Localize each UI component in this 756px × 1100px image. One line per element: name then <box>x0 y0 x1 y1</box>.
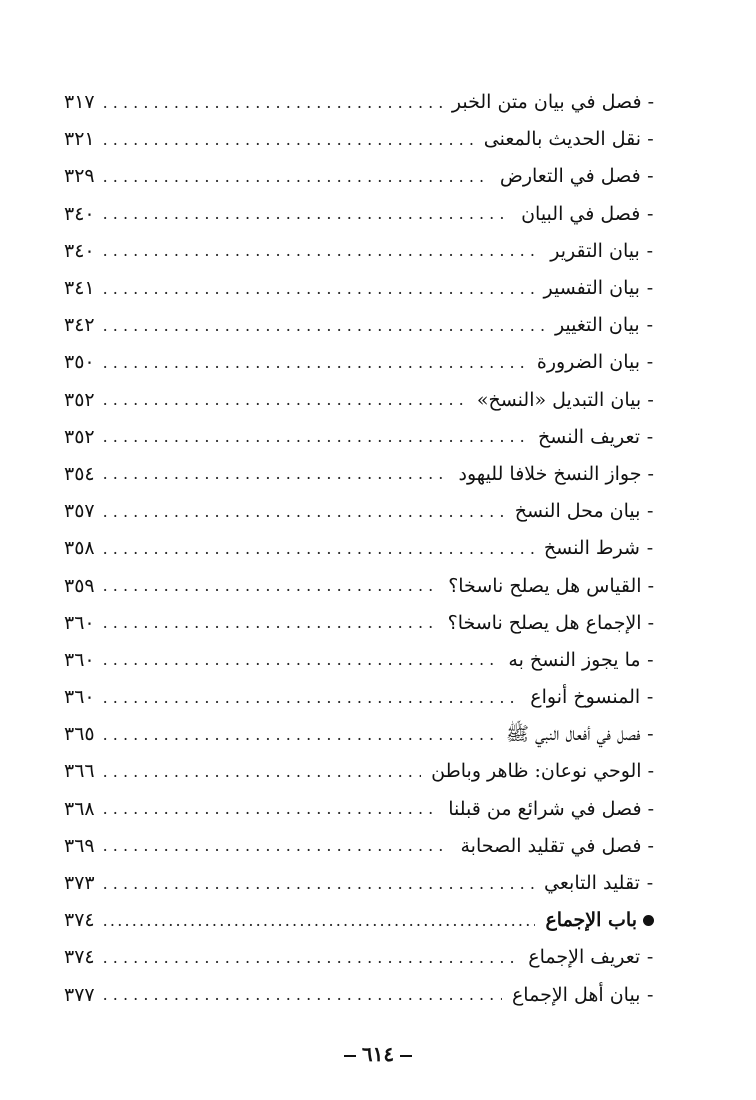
toc-entry-page: ٣٢١ <box>64 128 95 151</box>
toc-entry-page: ٣٥٠ <box>64 351 95 374</box>
bullet-dot-icon <box>643 915 654 926</box>
bullet-dash <box>646 874 654 893</box>
dot-leader <box>103 95 442 111</box>
toc-entry <box>64 344 654 381</box>
toc-entry-title: شرط النسخ <box>543 537 640 560</box>
page-number-dash <box>344 1055 356 1057</box>
dot-leader <box>103 132 474 148</box>
bullet-dash <box>646 948 654 967</box>
dot-leader <box>103 987 502 1003</box>
dot-leader <box>103 392 467 408</box>
toc-entry <box>64 902 654 939</box>
bullet-dash <box>647 167 654 186</box>
toc-entry-title: بيان التبديل «النسخ» <box>476 388 642 411</box>
toc-entry-title: تقليد التابعي <box>544 872 640 895</box>
dot-leader <box>103 690 521 706</box>
toc-entry-title: تعريف النسخ <box>538 425 640 448</box>
dot-leader <box>103 169 490 185</box>
toc-entry <box>64 493 654 530</box>
toc-entry-page: ٣٥٢ <box>64 388 95 411</box>
toc-entry <box>64 716 654 753</box>
bullet-dash <box>647 391 654 410</box>
toc-entry-page: ٣٦٠ <box>64 648 95 671</box>
toc-entry-title: فصل في البيان <box>521 202 641 225</box>
bullet-dash <box>646 688 654 707</box>
toc-entry-page: ٣٥٧ <box>64 500 95 523</box>
bullet-dash <box>646 502 654 521</box>
toc-entry-title: المنسوخ أنواع <box>530 686 641 709</box>
toc-entry <box>64 382 654 419</box>
toc-entry-title: فصل في التعارض <box>499 165 641 188</box>
toc-entry-page: ٣٤١ <box>64 277 95 300</box>
bullet-dash <box>647 725 654 744</box>
toc-entry-title: بيان التقرير <box>550 239 640 262</box>
page-number-dash <box>400 1055 412 1057</box>
toc-entry <box>64 828 654 865</box>
toc-entry-title: الوحي نوعان: ظاهر وباطن <box>431 760 642 783</box>
toc-entry <box>64 791 654 828</box>
toc-entry-page: ٣٥٨ <box>64 537 95 560</box>
toc-entry <box>64 530 654 567</box>
dot-leader <box>103 355 527 371</box>
toc-entry <box>64 456 654 493</box>
dot-leader <box>103 727 496 743</box>
dot-leader <box>103 206 511 222</box>
toc-entry <box>64 865 654 902</box>
toc-entry-page: ٣٦٩ <box>64 834 95 857</box>
toc-entry-title: فصل في أفعال النبي ﷺ <box>505 723 641 746</box>
toc-entry <box>64 939 654 976</box>
toc-entry <box>64 233 654 270</box>
toc-entry <box>64 196 654 233</box>
bullet-dash <box>646 428 654 447</box>
toc-entry-title: بيان التغيير <box>554 314 640 337</box>
bullet-dash <box>646 316 654 335</box>
toc-entry-page: ٣٦٠ <box>64 686 95 709</box>
toc-entry-page: ٣٤٠ <box>64 239 95 262</box>
toc-entry <box>64 642 654 679</box>
bullet-dash <box>647 837 654 856</box>
toc-entry <box>64 977 654 1014</box>
toc-entry-title: بيان الضرورة <box>536 351 641 374</box>
dot-leader <box>103 504 505 520</box>
bullet-dash <box>648 762 654 781</box>
toc-entry <box>64 419 654 456</box>
bullet-dash <box>647 465 654 484</box>
toc-entry-page: ٣١٧ <box>64 91 95 114</box>
toc-entry-title: بيان أهل الإجماع <box>511 983 641 1006</box>
bullet-dash <box>648 93 654 112</box>
dot-leader <box>103 243 541 259</box>
toc-entry <box>64 753 654 790</box>
toc-entry <box>64 270 654 307</box>
dot-leader <box>103 578 439 594</box>
toc-entry-page: ٣٧٣ <box>64 872 95 895</box>
toc-entry-title: ما يجوز النسخ به <box>508 648 641 671</box>
toc-entry-page: ٣٦٨ <box>64 797 95 820</box>
bullet-dash <box>648 577 654 596</box>
toc-entry-page: ٣٦٥ <box>64 723 95 746</box>
toc-entry-title: فصل في بيان متن الخبر <box>451 91 642 114</box>
dot-leader <box>103 801 439 817</box>
table-of-contents <box>64 84 654 1014</box>
toc-entry <box>64 121 654 158</box>
bullet-dash <box>646 205 654 224</box>
bullet-dash <box>646 242 654 261</box>
dot-leader <box>103 466 449 482</box>
dot-leader <box>103 615 438 631</box>
toc-entry-page: ٣٦٠ <box>64 611 95 634</box>
dot-leader <box>103 764 422 780</box>
dot-leader <box>103 652 499 668</box>
toc-entry-page: ٣٧٤ <box>64 909 95 932</box>
toc-entry <box>64 605 654 642</box>
toc-entry-page: ٣٥٩ <box>64 574 95 597</box>
dot-leader <box>103 318 545 334</box>
bullet-dash <box>646 986 654 1005</box>
toc-entry-title: الإجماع هل يصلح ناسخا؟ <box>447 611 642 634</box>
toc-entry-title: القياس هل يصلح ناسخا؟ <box>448 574 642 597</box>
toc-entry-page: ٣٤٠ <box>64 202 95 225</box>
toc-entry-title: بيان التفسير <box>543 277 640 300</box>
bullet-dash <box>647 651 654 670</box>
page-number <box>0 1042 756 1066</box>
dot-leader <box>103 913 536 929</box>
toc-entry-title: فصل في شرائع من قبلنا <box>448 797 642 820</box>
toc-entry-page: ٣٢٩ <box>64 165 95 188</box>
toc-entry-page: ٣٦٦ <box>64 760 95 783</box>
toc-entry <box>64 84 654 121</box>
toc-entry-title: نقل الحديث بالمعنى <box>483 128 642 151</box>
dot-leader <box>103 541 534 557</box>
bullet-dash <box>646 279 654 298</box>
dot-leader <box>103 429 528 445</box>
dot-leader <box>103 281 534 297</box>
bullet-dash <box>648 800 654 819</box>
toc-entry-title: جواز النسخ خلافا لليهود <box>458 462 642 485</box>
toc-entry-title: بيان محل النسخ <box>514 500 641 523</box>
page-number-value: ٦١٤ <box>361 1042 395 1066</box>
toc-entry-page: ٣٤٢ <box>64 314 95 337</box>
toc-entry <box>64 567 654 604</box>
bullet-dash <box>646 353 654 372</box>
dot-leader <box>103 950 519 966</box>
toc-entry <box>64 158 654 195</box>
toc-entry-title: فصل في تقليد الصحابة <box>460 834 642 857</box>
bullet-dash <box>647 130 654 149</box>
toc-entry <box>64 679 654 716</box>
toc-entry-page: ٣٧٤ <box>64 946 95 969</box>
toc-entry-page: ٣٧٧ <box>64 983 95 1006</box>
toc-entry <box>64 307 654 344</box>
bullet-dash <box>648 614 654 633</box>
toc-entry-title: تعريف الإجماع <box>528 946 641 969</box>
toc-entry-page: ٣٥٤ <box>64 462 95 485</box>
dot-leader <box>103 838 451 854</box>
toc-entry-title: باب الإجماع <box>545 909 637 932</box>
toc-entry-page: ٣٥٢ <box>64 425 95 448</box>
bullet-dash <box>646 539 654 558</box>
dot-leader <box>103 876 534 892</box>
